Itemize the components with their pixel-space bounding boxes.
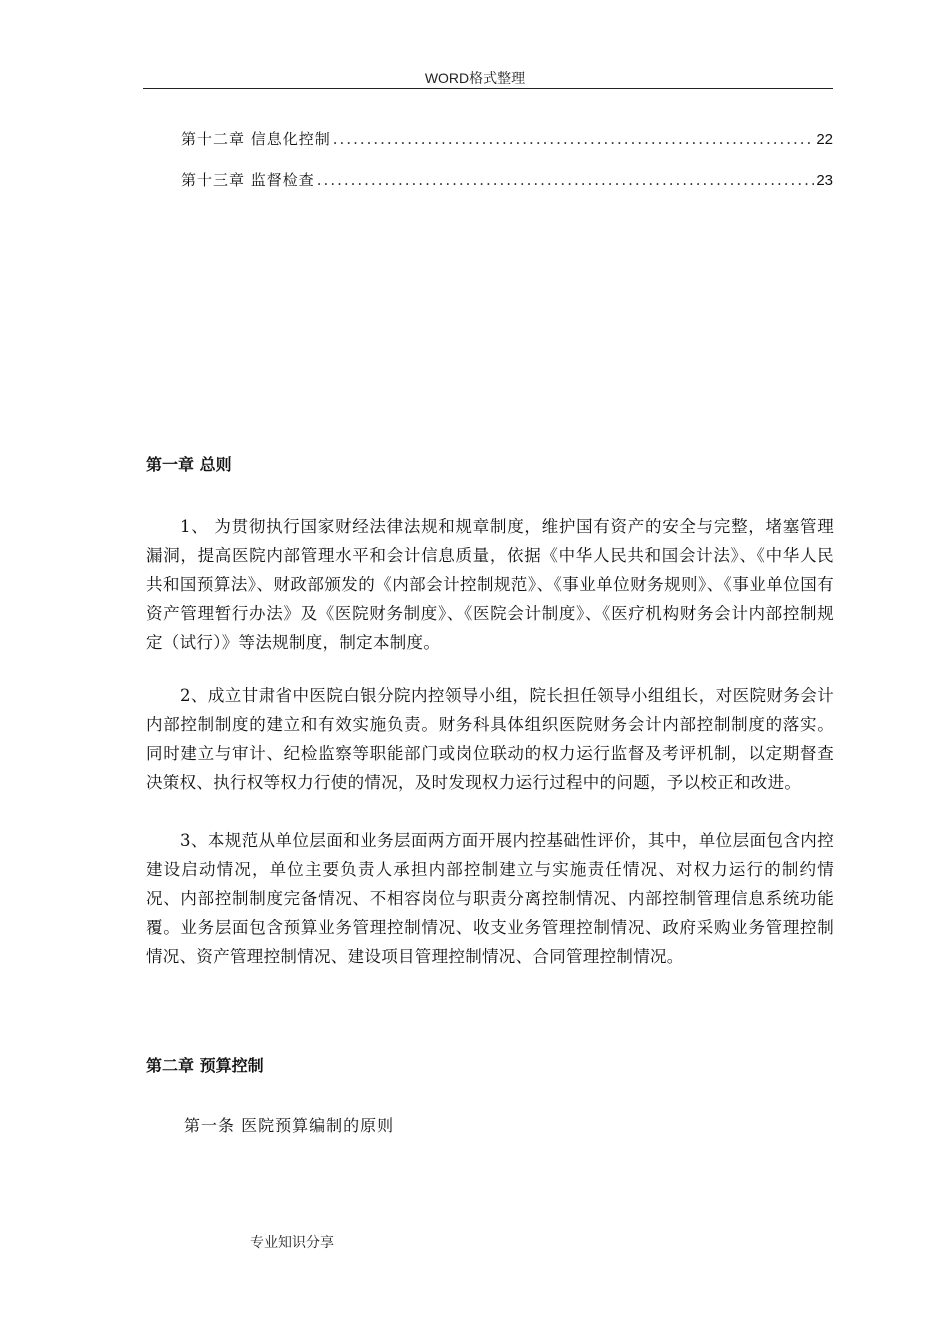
- body-paragraph: 2、成立甘肃省中医院白银分院内控领导小组，院长担任领导小组组长，对医院财务会计内部控制制度的建立和有效实施负责。财务科具体组织医院财务会计内部控制制度的落实。同时建立与审计、纪检监察等职能部门或岗位联动的权力运行监督及考评机制，以定期督查决策权、执行权等权力行使的情况，及时发现权力运行过程中的问题，予以校正和改进。: [146, 686, 834, 792]
- page-header-title: WORD格式整理: [424, 70, 526, 86]
- chapter-heading: 第一章 总则: [146, 455, 232, 474]
- body-paragraph: 1、 为贯彻执行国家财经法律法规和规章制度，维护国有资产的安全与完整，堵塞管理漏洞，提高医院内部管理水平和会计信息质量，依据《中华人民共和国会计法》、《中华人民共和国预算法》、财政部颁发的《内部会计控制规范》、《事业单位财务规则》、《事业单位国有资产管理暂行办法》及《医院财务制度》、《医院会计制度》、《医疗机构财务会计内部控制规定（试行）》等法规制度，制定本制度。: [146, 517, 834, 652]
- toc-entry: [181, 169, 833, 190]
- chapter-heading: 第二章 预算控制: [146, 1056, 264, 1075]
- toc-entry-page: 23: [816, 172, 833, 189]
- toc-leader-dots: [333, 130, 815, 148]
- toc-entry-label: 第十三章 监督检查: [181, 171, 315, 189]
- toc-leader-dots: [317, 171, 815, 189]
- page-footer-text: 专业知识分享: [250, 1235, 334, 1251]
- body-paragraph: 3、本规范从单位层面和业务层面两方面开展内控基础性评价，其中，单位层面包含内控建设启动情况，单位主要负责人承担内部控制建立与实施责任情况、对权力运行的制约情况、内部控制制度完备情况、不相容岗位与职责分离控制情况、内部控制管理信息系统功能覆。业务层面包含预算业务管理控制情况、收支业务管理控制情况、政府采购业务管理控制情况、资产管理控制情况、建设项目管理控制情况、合同管理控制情况。: [146, 831, 834, 966]
- header-divider: [143, 88, 833, 89]
- article-heading: 第一条 医院预算编制的原则: [184, 1116, 395, 1135]
- toc-entry-page: 22: [816, 131, 833, 148]
- toc-entry: [181, 128, 833, 149]
- toc-entry-label: 第十二章 信息化控制: [181, 130, 331, 148]
